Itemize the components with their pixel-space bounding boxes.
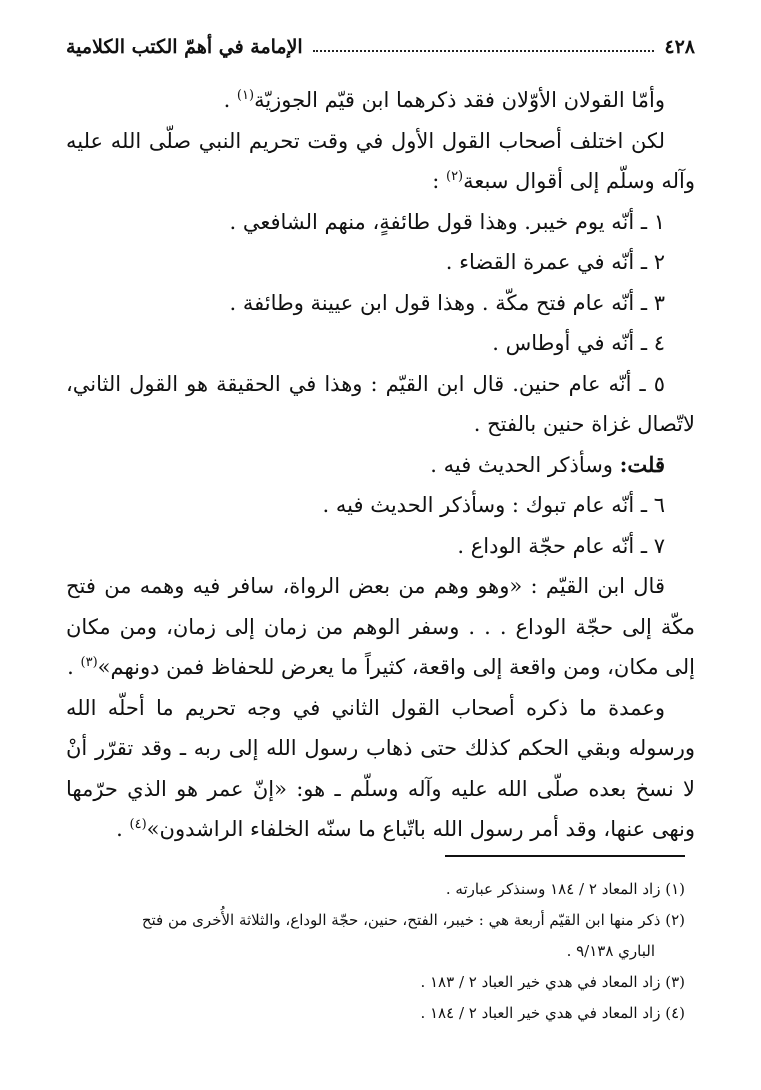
footnote-4: (٤) زاد المعاد في هدي خير العباد ٢ / ١٨٤ . (420, 1004, 685, 1022)
list-item-5: ٥ ـ أنّه عام حنين. قال ابن القيّم : وهذا في الحقيقة هو القول الثاني، لاتّصال غزاة حنين بالفتح . (66, 371, 695, 436)
footnote-1: (١) زاد المعاد ٢ / ١٨٤ وسنذكر عبارته . (445, 880, 685, 898)
list-item-1: ١ ـ أنّه يوم خيبر. وهذا قول طائفةٍ، منهم الشافعي . (229, 209, 665, 234)
paragraph-2: لكن اختلف أصحاب القول الأول في وقت تحريم النبي صلّى الله عليه وآله وسلّم إلى أقوال سبعة$^{(٢)}$ : (66, 128, 695, 193)
header-dotted-leader (313, 50, 655, 52)
footnote-divider (445, 855, 685, 857)
list-item-3: ٣ ـ أنّه عام فتح مكّة . وهذا قول ابن عيينة وطائفة . (229, 290, 665, 315)
footnote-3: (٣) زاد المعاد في هدي خير العباد ٢ / ١٨٣ . (420, 973, 685, 991)
list-item-2: ٢ ـ أنّه في عمرة القضاء . (445, 250, 665, 274)
qult-label: قلت: (619, 451, 665, 477)
footnote-ref-4[interactable]: (٤) (129, 817, 147, 832)
list-item-6: ٦ ـ أنّه عام تبوك : وسأذكر الحديث فيه . (322, 493, 665, 517)
paragraph-3: قال ابن القيّم : «وهو وهم من بعض الرواة، سافر فيه وهمه من فتح مكّة إلى حجّة الوداع . . . وسفر الوهم من زمان إلى زمان، ومن مكان إلى مكان، ومن واقعة إلى واقعة، كثيراً ما يعرض للحفاظ فمن دونهم»$^{(٣)}$ . (66, 574, 695, 679)
footnote-ref-2[interactable]: (٢) (445, 169, 464, 184)
footnote-2-continuation: الباري ٩/١٣٨ . (566, 942, 655, 960)
footnote-ref-3[interactable]: (٣) (80, 655, 98, 670)
list-item-7: ٧ ـ أنّه عام حجّة الوداع . (457, 533, 665, 558)
footnote-2: (٢) ذكر منها ابن القيّم أربعة هي : خيبر، الفتح، حنين، حجّة الوداع، والثلاثة الأُخرى من فتح (141, 911, 685, 929)
page-number: ٤٢٨ (664, 36, 695, 58)
footnotes (66, 874, 685, 1029)
footnote-ref-1[interactable]: (١) (236, 88, 255, 103)
page-header (66, 30, 695, 64)
main-text (66, 80, 695, 850)
paragraph-1: وأمّا القولان الأوّلان فقد ذكرهما ابن قيّم الجوزيّة$^{(١)}$ . (223, 88, 665, 112)
qult-line: قلت: وسأذكر الحديث فيه . (430, 451, 665, 477)
paragraph-4: وعمدة ما ذكره أصحاب القول الثاني في وجه تحريم ما أحلّه الله ورسوله وبقي الحكم كذلك حتى ذهاب رسول الله إلى ربه ـ وقد تقرّر أنْ لا نسخ بعده صلّى الله عليه وآله وسلّم ـ هو: «إنّ عمر هو الذي حرّمها ونهى عنها، وقد أمر رسول الله باتّباع ما سنّه الخلفاء الراشدون»$^{(٤)}$ . (66, 695, 695, 841)
running-title: الإمامة في أهمّ الكتب الكلامية (66, 36, 303, 58)
list-item-4: ٤ ـ أنّه في أوطاس . (492, 331, 665, 355)
